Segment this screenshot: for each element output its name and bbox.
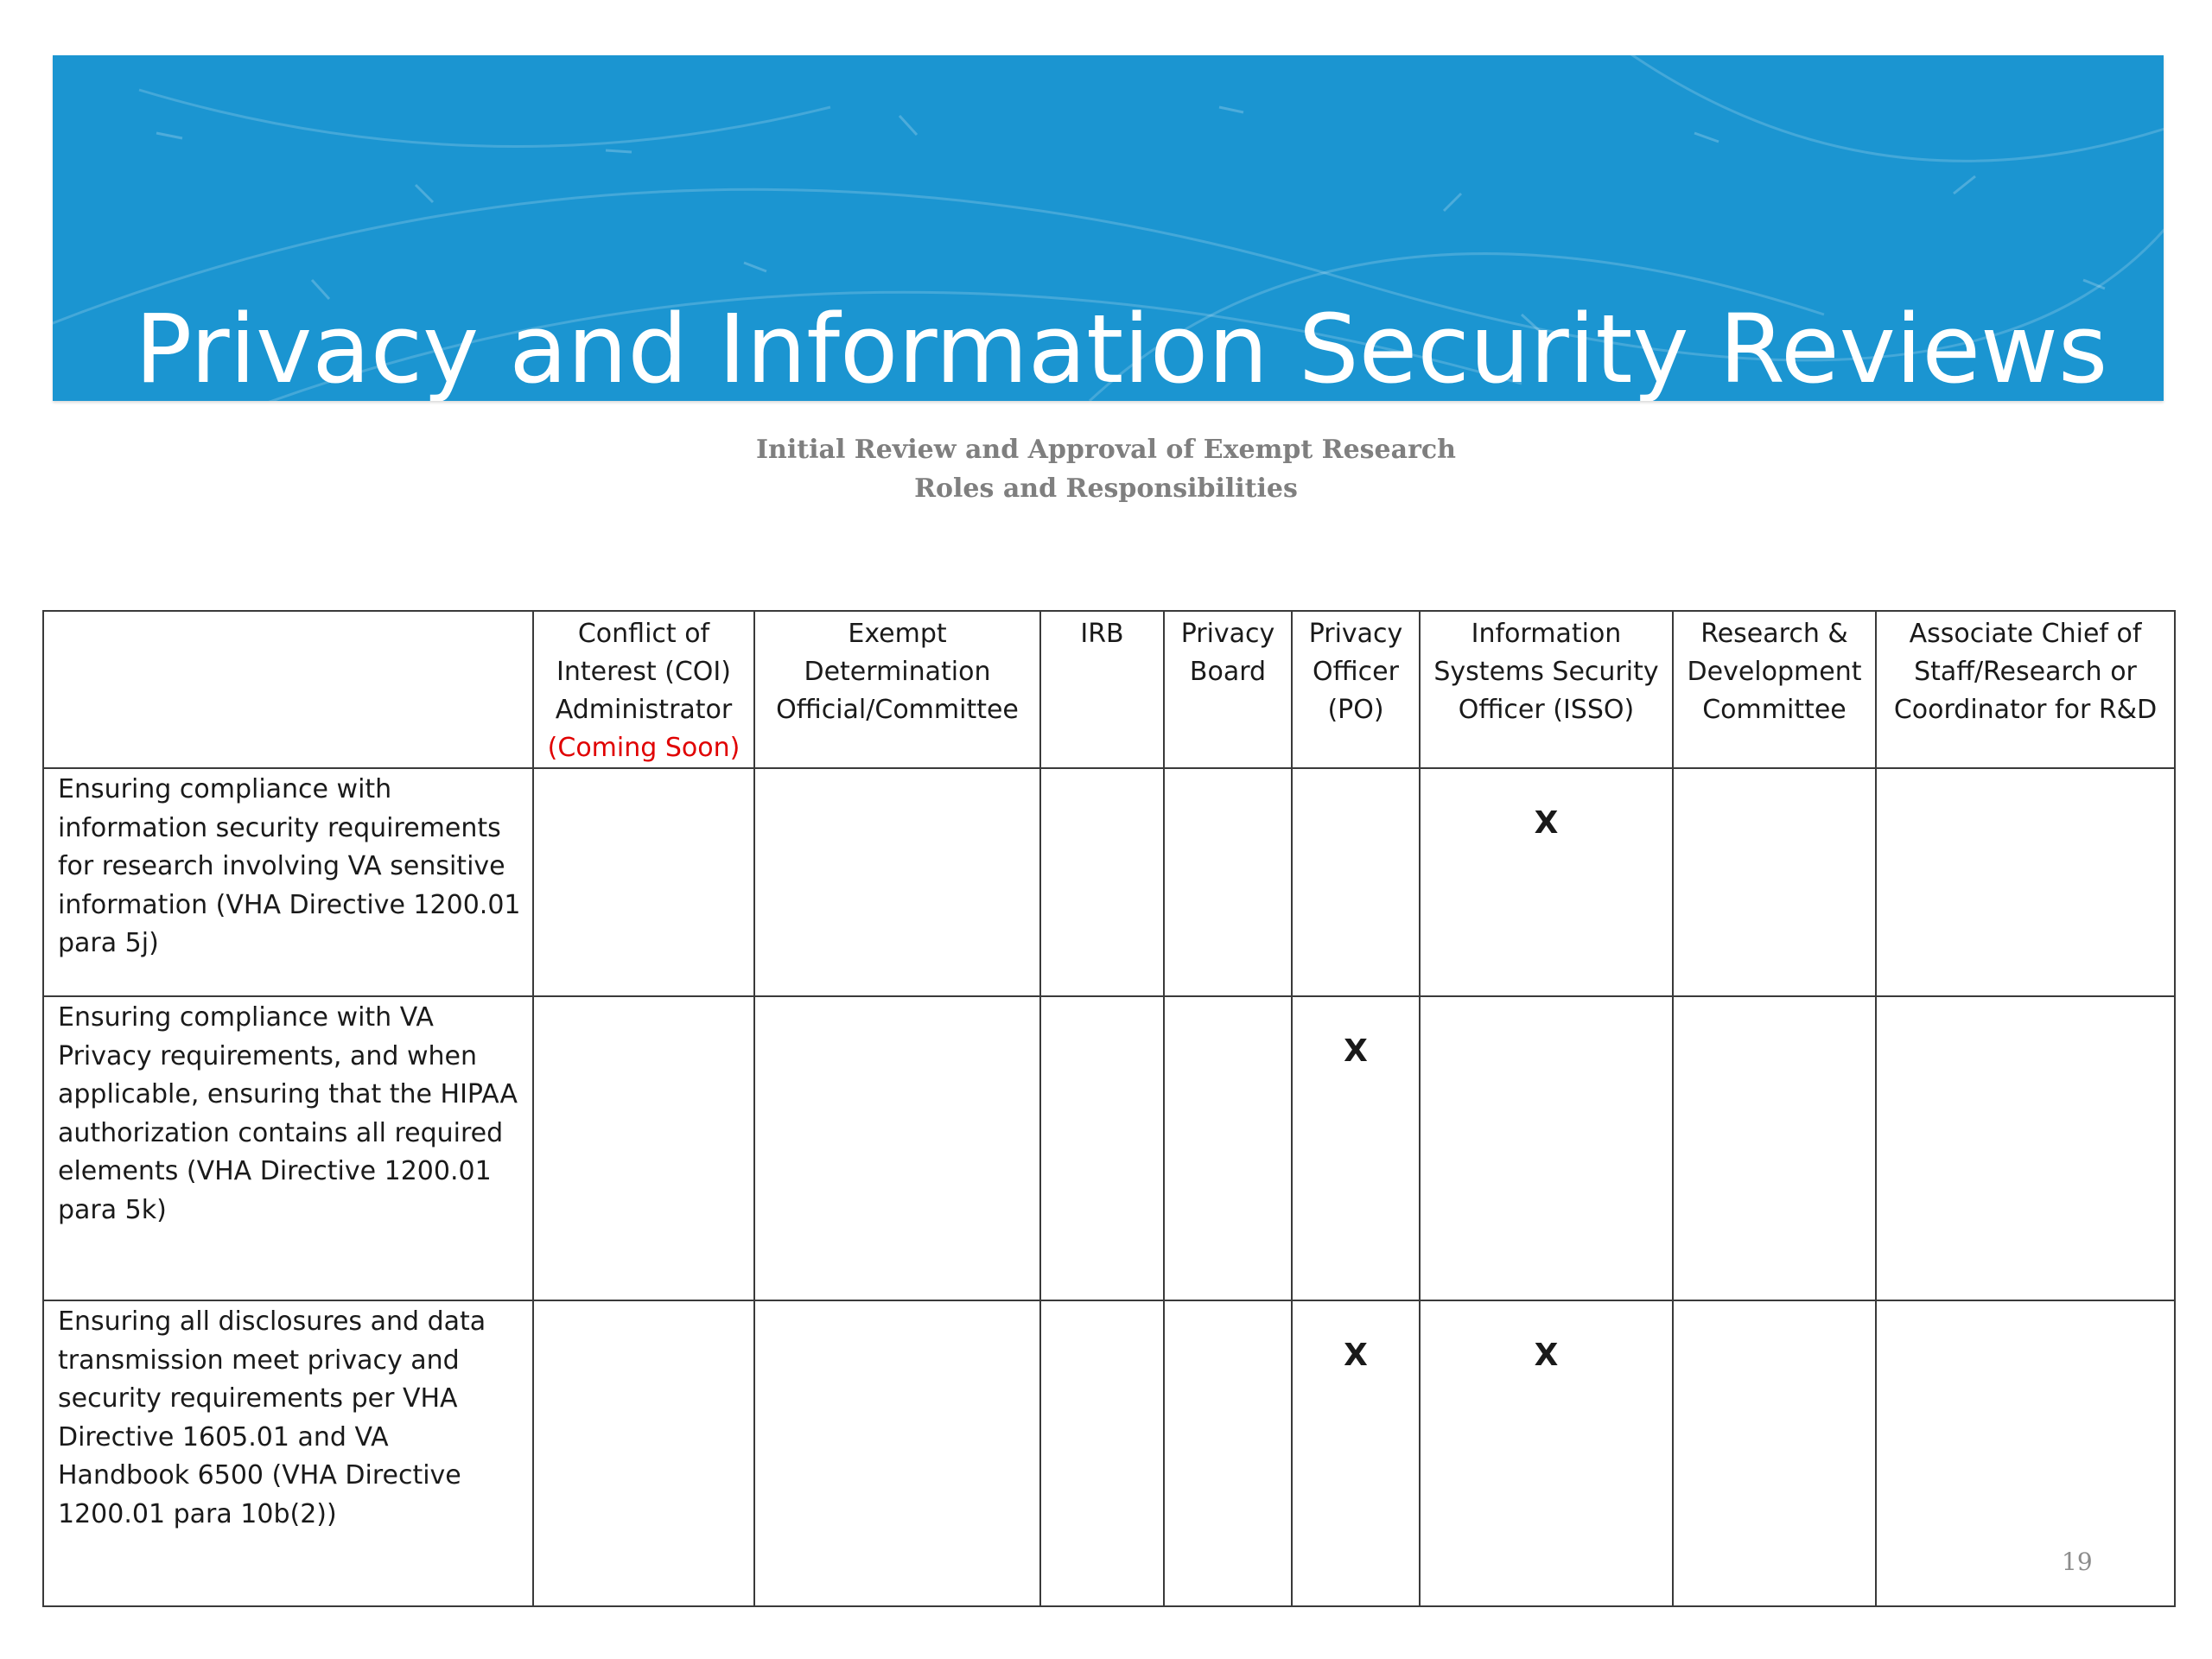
coming-soon-note: (Coming Soon): [547, 733, 741, 763]
mark-cell: [754, 996, 1040, 1300]
mark-cell: [1164, 1300, 1292, 1606]
task-cell: Ensuring compliance with VA Privacy requirements, and when applicable, ensuring that the HIPAA authorization contains all required elements (VHA Directive 1200.01 para 5k): [43, 996, 533, 1300]
header-cell-isso: Information Systems Security Officer (ISSO): [1420, 611, 1673, 768]
mark-cell: [1673, 1300, 1876, 1606]
mark-cell: [754, 768, 1040, 996]
header-label: Conflict of Interest (COI) Administrator: [555, 619, 733, 725]
header-cell-exempt-determination: Exempt Determination Official/Committee: [754, 611, 1040, 768]
table-header-row: [43, 611, 2175, 768]
mark-cell: X: [1292, 996, 1420, 1300]
mark-cell: [1673, 768, 1876, 996]
subtitle-line-2: Roles and Responsibilities: [914, 474, 1298, 504]
mark-cell: X: [1420, 1300, 1673, 1606]
page-number: 19: [2062, 1548, 2093, 1576]
mark-cell: [1164, 768, 1292, 996]
mark-cell: [1164, 996, 1292, 1300]
roles-table: [42, 610, 2176, 1607]
mark-cell: [1673, 996, 1876, 1300]
table-row: [43, 1300, 2175, 1606]
mark-cell: [533, 768, 754, 996]
mark-cell: X: [1292, 1300, 1420, 1606]
header-cell-coi-administrator: [533, 611, 754, 768]
mark-cell: [1292, 768, 1420, 996]
mark-cell: [1876, 996, 2175, 1300]
header-cell-rd-committee: Research & Development Committee: [1673, 611, 1876, 768]
mark-cell: [1420, 996, 1673, 1300]
title-banner: [53, 55, 2164, 401]
subtitle: [0, 430, 2212, 508]
mark-cell: [533, 996, 754, 1300]
header-cell-acos-research: Associate Chief of Staff/Research or Coordinator for R&D: [1876, 611, 2175, 768]
mark-cell: [1876, 768, 2175, 996]
mark-cell: [1876, 1300, 2175, 1606]
mark-cell: [1040, 1300, 1164, 1606]
mark-cell: [1040, 768, 1164, 996]
header-cell-privacy-officer: Privacy Officer (PO): [1292, 611, 1420, 768]
task-cell: Ensuring all disclosures and data transmission meet privacy and security requirements per VHA Directive 1605.01 and VA Handbook 6500 (VHA Directive 1200.01 para 10b(2)): [43, 1300, 533, 1606]
header-cell-task: [43, 611, 533, 768]
task-cell: Ensuring compliance with information security requirements for research involving VA sensitive information (VHA Directive 1200.01 para 5j): [43, 768, 533, 996]
table-row: [43, 996, 2175, 1300]
mark-cell: [1040, 996, 1164, 1300]
mark-cell: [754, 1300, 1040, 1606]
mark-cell: X: [1420, 768, 1673, 996]
page-title: Privacy and Information Security Reviews: [135, 294, 2108, 401]
table-row: [43, 768, 2175, 996]
header-cell-privacy-board: Privacy Board: [1164, 611, 1292, 768]
subtitle-line-1: Initial Review and Approval of Exempt Research: [756, 435, 1456, 465]
header-cell-irb: IRB: [1040, 611, 1164, 768]
mark-cell: [533, 1300, 754, 1606]
